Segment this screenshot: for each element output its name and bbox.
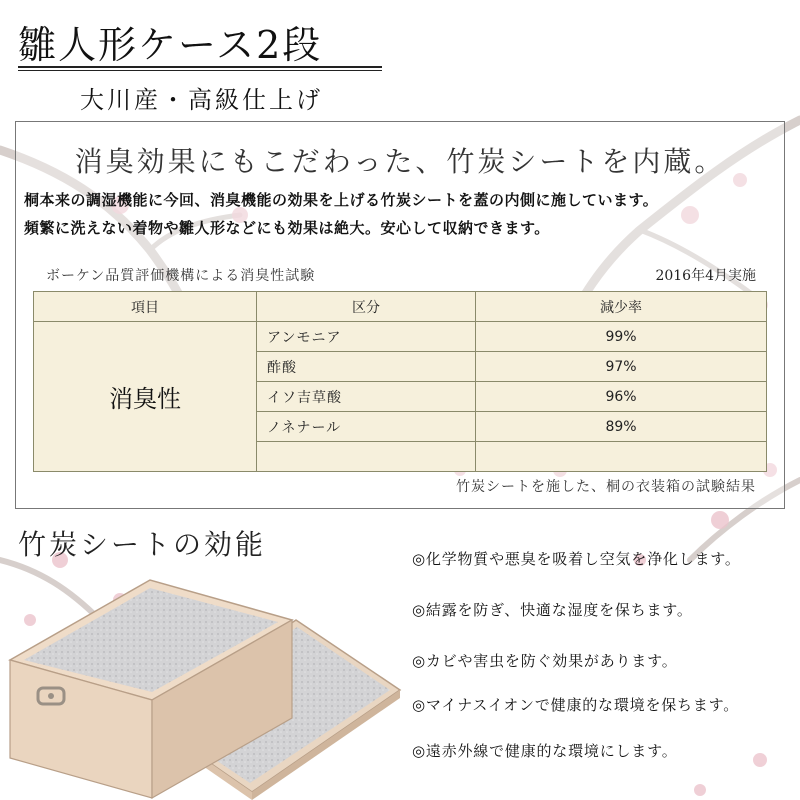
effect-item-5: ◎遠赤外線で健康的な環境にします。: [412, 742, 678, 760]
category-cell: アンモニア: [257, 322, 476, 352]
description-line-1: 桐本来の調湿機能に今回、消臭機能の効果を上げる竹炭シートを蓋の内側に施しています。: [24, 191, 659, 209]
title-underline: [18, 66, 382, 71]
table-header-row: [34, 292, 767, 322]
effect-item-4: ◎マイナスイオンで健康的な環境を保ちます。: [412, 696, 740, 714]
category-cell: ノネナール: [257, 412, 476, 442]
header-category: 区分: [257, 292, 476, 322]
category-cell: 酢酸: [257, 352, 476, 382]
rate-cell: 97%: [476, 352, 767, 382]
header-item: 項目: [34, 292, 257, 322]
item-deodorization: 消臭性: [34, 322, 257, 472]
deodorant-info-panel: [15, 121, 785, 509]
effect-item-3: ◎カビや害虫を防ぐ効果があります。: [412, 652, 678, 670]
effect-item-2: ◎結露を防ぎ、快適な湿度を保ちます。: [412, 601, 693, 619]
rate-cell: 99%: [476, 322, 767, 352]
panel-headline: 消臭効果にもこだわった、竹炭シートを内蔵。: [74, 145, 726, 178]
page-subtitle: 大川産・高級仕上げ: [80, 86, 323, 114]
test-label: ボーケン品質評価機構による消臭性試験: [46, 268, 316, 284]
test-note: 竹炭シートを施した、桐の衣装箱の試験結果: [456, 479, 756, 495]
paulownia-box-illustration: [0, 560, 420, 800]
test-date: 2016年4月実施: [655, 268, 756, 284]
rate-cell: 89%: [476, 412, 767, 442]
rate-cell: 96%: [476, 382, 767, 412]
rate-cell-empty: [476, 442, 767, 472]
effect-item-1: ◎化学物質や悪臭を吸着し空気を浄化します。: [412, 550, 741, 568]
category-cell-empty: [257, 442, 476, 472]
description-line-2: 頻繁に洗えない着物や雛人形などにも効果は絶大。安心して収納できます。: [24, 219, 550, 237]
category-cell: イソ吉草酸: [257, 382, 476, 412]
test-results-table: [33, 291, 767, 472]
table-row: [34, 322, 767, 352]
effects-title: 竹炭シートの効能: [18, 528, 267, 561]
page-title: 雛人形ケース2段: [18, 23, 323, 67]
header-reduction-rate: 減少率: [476, 292, 767, 322]
